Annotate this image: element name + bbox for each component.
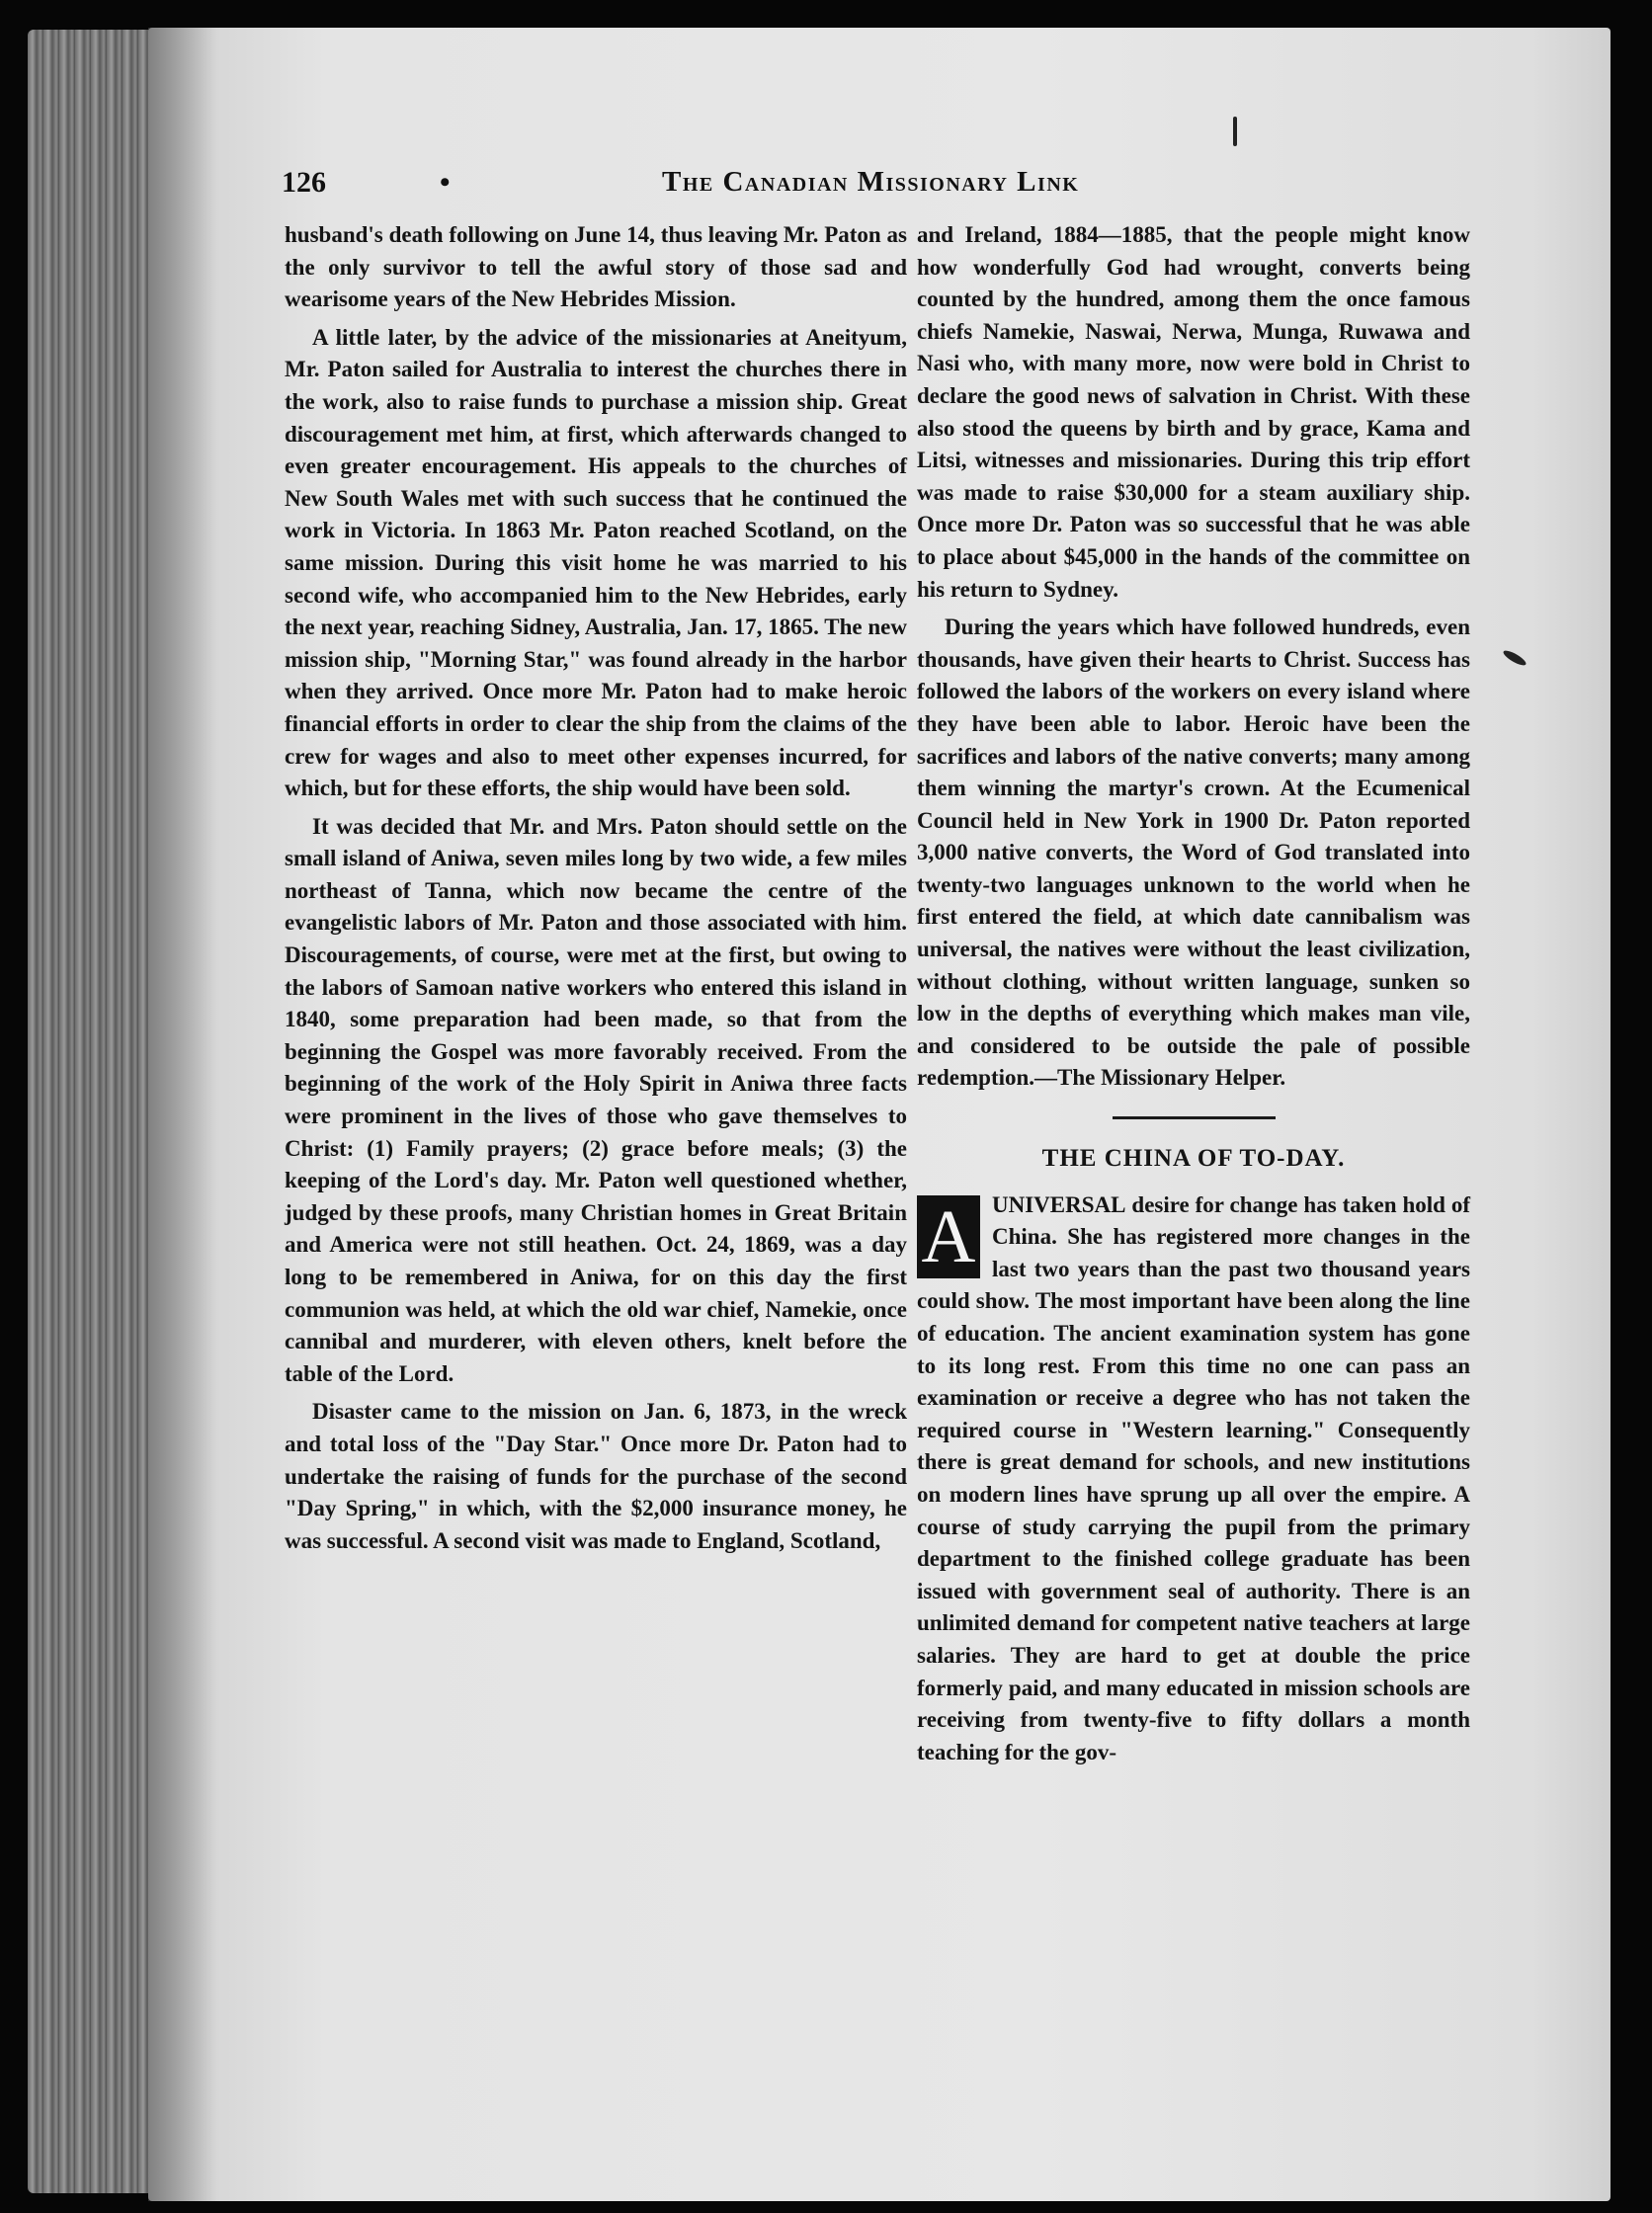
paragraph: and Ireland, 1884—1885, that the people might know how wonderfully God had wrought, converts being counted by the hundred, among them the once famous chiefs Namekie, Naswai, Nerwa, Munga, Ruwawa and Nasi who, with many more, now were bold in Christ to declare the good news of salvation in Christ. With these also stood the queens by birth and by grace, Kama and Litsi, witnesses and missionaries. During this trip effort was made to raise $30,000 for a steam auxiliary ship. Once more Dr. Paton was so successful that he was able to place about $45,000 in the hands of the committee on his return to Sydney.	[917, 222, 1470, 602]
header-separator: •	[440, 166, 451, 199]
article-title: THE CHINA OF TO-DAY.	[1041, 1145, 1346, 1173]
lead-word: UNIVERSAL	[992, 1191, 1126, 1217]
gutter-shadow	[148, 28, 217, 2201]
paragraph: During the years which have followed hundreds, even thousands, have given their hearts to Christ. Success has followed the labors of the workers on every island where they have been able to labor. Heroic have been the sacrifices and labors of the native converts; many among them winning the martyr's crown. At the Ecumenical Council held in New York in 1900 Dr. Paton reported 3,000 native converts, the Word of God translated into twenty-two languages unknown to the world when he first entered the field, at which date cannibalism was universal, the natives were without the least civilization, without clothing, without written language, sunken so low in the depths of everything which makes man vile, and considered to be outside the pale of possible redemption.—The Missionary Helper.	[917, 615, 1470, 1091]
article-text: desire for change has taken hold of China. She has registered more changes in the last two years than the past two thousand years could show. The most important have been along the line of education. The ancient examination system has gone to its long rest. From this time no one can pass an examination or receive a degree who has not taken the required course in "Western learning." Consequently there is great demand for schools, and new institutions on modern lines have sprung up all over the empire. A course of study carrying the pupil from the primary department to the finished college graduate has been issued with government seal of authority. There is an unlimited demand for competent native teachers at large salaries. They are hard to get at double the price formerly paid, and many educated in mission schools are receiving from twenty-five to fifty dollars a month teaching for the gov-	[917, 1191, 1470, 1764]
left-column	[285, 219, 907, 1563]
article-body	[917, 1189, 1470, 1769]
section-divider	[1113, 1116, 1276, 1119]
right-column	[917, 219, 1470, 1774]
page-header	[282, 166, 1457, 205]
drop-cap: A	[917, 1195, 980, 1278]
running-title: The Canadian Missionary Link	[662, 166, 1080, 198]
paragraph: husband's death following on June 14, thus leaving Mr. Paton as the only survivor to tell the awful story of those sad and wearisome years of the New Hebrides Mission.	[285, 222, 907, 312]
paragraph: A little later, by the advice of the missionaries at Aneityum, Mr. Paton sailed for Australia to interest the churches there in the work, also to raise funds to purchase a mission ship. Great discouragement met him, at first, which afterwards changed to even greater encouragement. His appeals to the churches of New South Wales met with such success that he continued the work in Victoria. In 1863 Mr. Paton reached Scotland, on the same mission. During this visit home he was married to his second wife, who accompanied him to the New Hebrides, early the next year, reaching Sidney, Australia, Jan. 17, 1865. The new mission ship, "Morning Star," was found already in the harbor when they arrived. Once more Mr. Paton had to make heroic financial efforts in order to clear the ship from the claims of the crew for wages and also to meet other expenses incurred, for which, but for these efforts, the ship would have been sold.	[285, 324, 907, 801]
paragraph: It was decided that Mr. and Mrs. Paton should settle on the small island of Aniwa, seven miles long by two wide, a few miles northeast of Tanna, which now became the centre of the evangelistic labors of Mr. Paton and those associated with him. Discouragements, of course, were met at the first, but owing to the labors of Samoan native workers who entered this island in 1840, some preparation had been made, so that from the beginning the Gospel was more favorably received. From the beginning of the work of the Holy Spirit in Aniwa three facts were prominent in the lives of those who gave themselves to Christ: (1) Family prayers; (2) grace before meals; (3) the keeping of the Lord's day. Mr. Paton well questioned whether, judged by these proofs, many Christian homes in Great Britain and America were not still heathen. Oct. 24, 1869, was a day long to be remembered in Aniwa, for on this day the first communion was held, at which the old war chief, Namekie, once cannibal and murderer, with eleven others, knelt before the table of the Lord.	[285, 813, 907, 1386]
paragraph: Disaster came to the mission on Jan. 6, 1873, in the wreck and total loss of the "Day Star." Once more Dr. Paton had to undertake the raising of funds for the purchase of the second "Day Spring," in which, with the $2,000 insurance money, he was successful. A second visit was made to England, Scotland,	[285, 1399, 907, 1553]
ink-mark	[1233, 117, 1237, 146]
page-number: 126	[282, 166, 326, 199]
